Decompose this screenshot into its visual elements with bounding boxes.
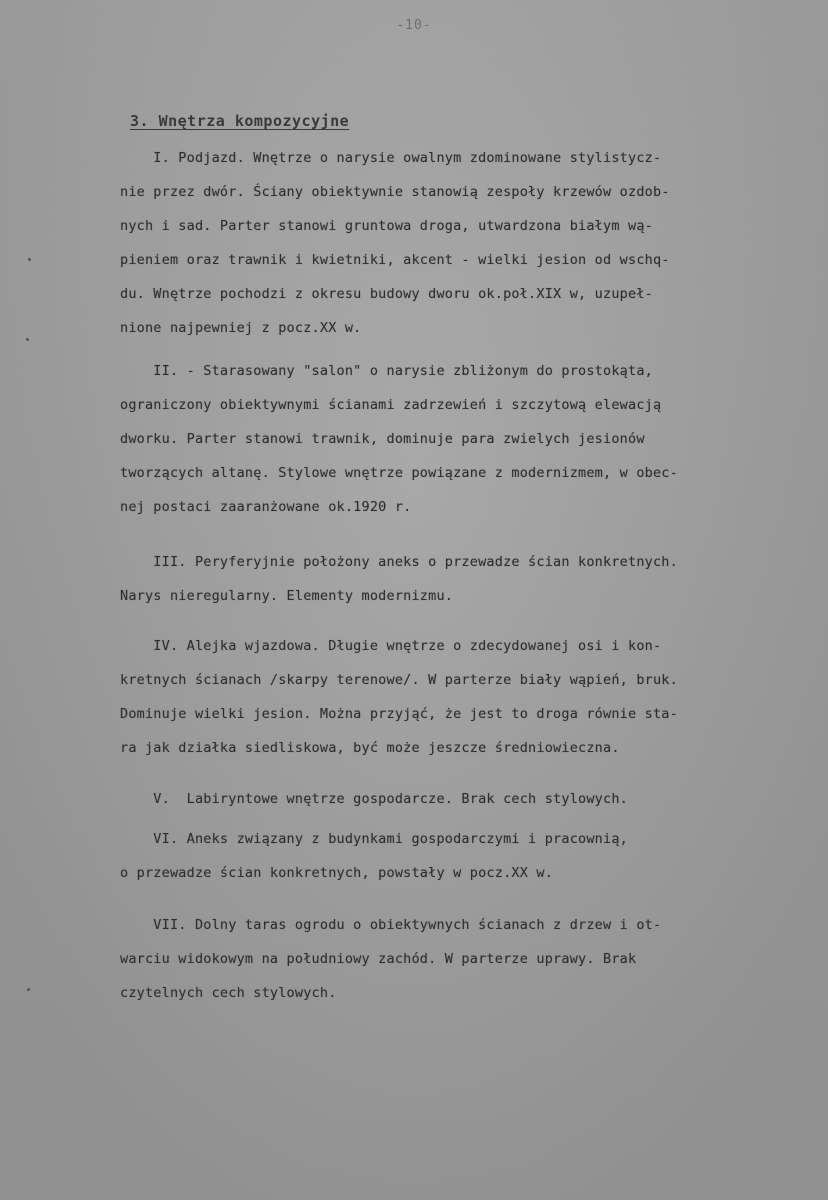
text-line: pieniem oraz trawnik i kwietniki, akcent - wielki jesion od wschq- [120,252,670,268]
section-heading: 3. Wnętrza kompozycyjne [130,112,350,130]
paragraph-7 [120,908,810,1010]
text-line: V. Labiryntowe wnętrze gospodarcze. Brak cech stylowych. [120,791,628,807]
scan-speck [28,258,31,261]
text-line: Dominuje wielki jesion. Można przyjąć, że jest to droga równie sta- [120,706,678,722]
text-line: VI. Aneks związany z budynkami gospodarczymi i pracownią, [120,831,628,847]
text-line: kretnych ścianach /skarpy terenowe/. W parterze biały wąpień, bruk. [120,672,678,688]
paragraph-5 [120,782,810,816]
text-line: nione najpewniej z pocz.XX w. [120,320,362,336]
scan-speck [26,338,29,341]
text-line: IV. Alejka wjazdowa. Długie wnętrze o zdecydowanej osi i kon- [120,638,662,654]
paragraph-3 [120,545,810,613]
paragraph-2 [120,354,810,524]
text-line: III. Peryferyjnie położony aneks o przewadze ścian konkretnych. [120,554,678,570]
paragraph-4 [120,629,810,765]
text-line: tworzących altanę. Stylowe wnętrze powiązane z modernizmem, w obec- [120,465,678,481]
text-line: II. - Starasowany "salon" o narysie zbliżonym do prostokąta, [120,363,653,379]
text-line: o przewadze ścian konkretnych, powstały w pocz.XX w. [120,865,554,881]
text-line: czytelnych cech stylowych. [120,985,337,1001]
page-number: -10- [396,18,432,33]
text-line: du. Wnętrze pochodzi z okresu budowy dworu ok.poł.XIX w, uzupeł- [120,286,653,302]
scan-speck [27,988,30,991]
text-line: Narys nieregularny. Elementy modernizmu. [120,588,454,604]
text-line: ra jak działka siedliskowa, być może jeszcze średniowieczna. [120,740,620,756]
text-line: nej postaci zaaranżowane ok.1920 r. [120,499,412,515]
text-line: ograniczony obiektywnymi ścianami zadrzewień i szczytową elewacją [120,397,662,413]
paragraph-1 [120,141,810,345]
text-line: nie przez dwór. Ściany obiektywnie stanowią zespoły krzewów ozdob- [120,184,670,200]
paragraph-6 [120,822,810,890]
text-line: I. Podjazd. Wnętrze o narysie owalnym zdominowane stylistycz- [120,150,662,166]
text-line: VII. Dolny taras ogrodu o obiektywnych ścianach z drzew i ot- [120,917,662,933]
text-line: warciu widokowym na południowy zachód. W parterze uprawy. Brak [120,951,637,967]
text-line: nych i sad. Parter stanowi gruntowa droga, utwardzona białym wą- [120,218,653,234]
text-line: dworku. Parter stanowi trawnik, dominuje para zwielych jesionów [120,431,645,447]
